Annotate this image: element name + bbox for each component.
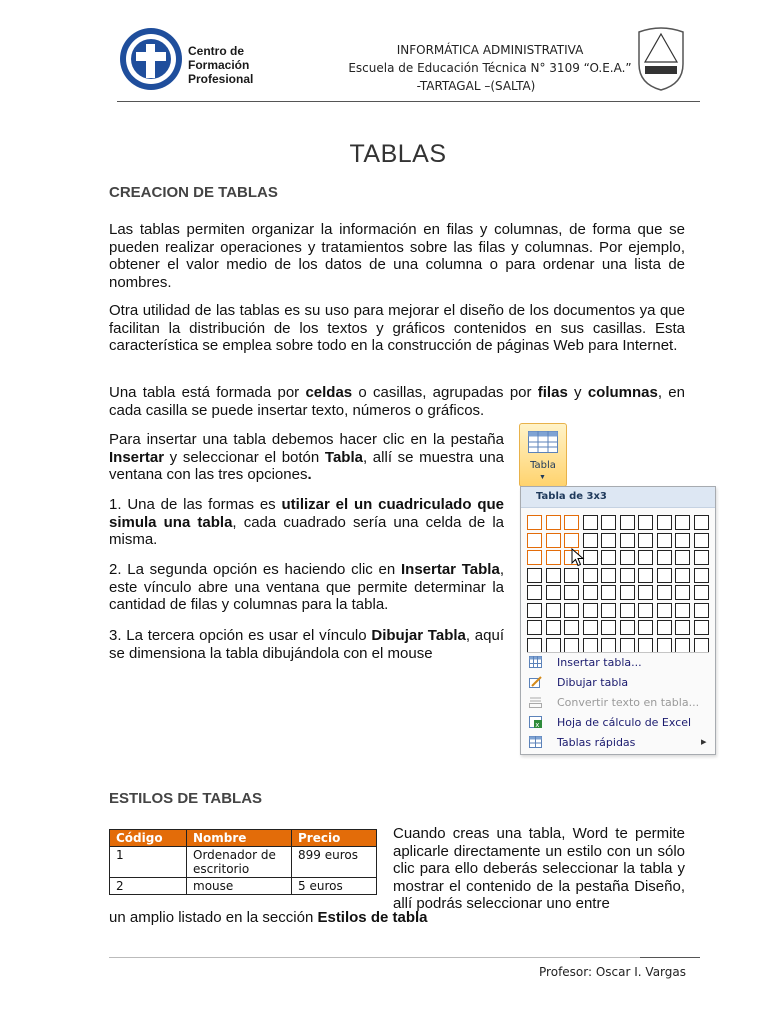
table-cell: mouse bbox=[187, 878, 292, 895]
grid-cell-selected[interactable] bbox=[546, 533, 561, 548]
paragraph-1: Las tablas permiten organizar la información en filas y columnas, de forma que se pueden realizar operaciones y tratamientos sobre las filas y columnas. Por ejemplo, obtener el valor medio de los datos de una columna o para ordenar una lista de nombres. bbox=[109, 221, 685, 291]
grid-cell[interactable] bbox=[675, 585, 690, 600]
estilos-b: un amplio listado en la sección bbox=[109, 909, 318, 926]
grid-cell[interactable] bbox=[564, 638, 579, 653]
grid-cell[interactable] bbox=[527, 620, 542, 635]
paragraph-3 bbox=[109, 384, 685, 419]
header-line3: -TARTAGAL –(SALTA) bbox=[416, 79, 536, 93]
option-2 bbox=[109, 561, 504, 614]
grid-cell[interactable] bbox=[694, 585, 709, 600]
footer-rule-dark bbox=[640, 957, 700, 958]
grid-cell[interactable] bbox=[583, 603, 598, 618]
table-header-row bbox=[110, 830, 377, 847]
grid-cell[interactable] bbox=[675, 568, 690, 583]
p3-c: o casillas, agrupadas por bbox=[352, 384, 538, 401]
opt2-a: 2. La segunda opción es haciendo clic en bbox=[109, 561, 401, 578]
p3-celdas: celdas bbox=[305, 384, 353, 401]
opt2-c: , este vínculo abre una ventana que permite determinar la cantidad de filas y columnas para la tabla. bbox=[109, 561, 504, 613]
header-line1: INFORMÁTICA ADMINISTRATIVA bbox=[396, 43, 584, 57]
grid-cell[interactable] bbox=[638, 533, 653, 548]
paragraph-2: Otra utilidad de las tablas es su uso para mejorar el diseño de los documentos ya que facilitan la distribución de los textos y gráficos contenidos en sus casillas. Esta característica se emplea sobre todo en la construcción de páginas Web para Internet. bbox=[109, 302, 685, 354]
grid-cell[interactable] bbox=[564, 603, 579, 618]
paragraph-4 bbox=[109, 431, 504, 484]
grid-cell[interactable] bbox=[675, 550, 690, 565]
menu-hoja-excel[interactable] bbox=[521, 713, 715, 733]
p3-e: y bbox=[567, 384, 588, 401]
chevron-down-icon: ▼ bbox=[539, 474, 546, 481]
menu-dibujar-tabla[interactable] bbox=[521, 673, 715, 693]
table-icon bbox=[528, 431, 558, 453]
p4-insertar: Insertar bbox=[109, 448, 165, 466]
table-cell: 899 euros bbox=[292, 847, 377, 878]
menu-tablas-rapidas-label: Tablas rápidas bbox=[557, 736, 636, 749]
table-row bbox=[110, 878, 377, 895]
menu-insertar-tabla-label: Insertar tabla... bbox=[557, 656, 642, 669]
grid-cell[interactable] bbox=[675, 603, 690, 618]
grid-cell[interactable] bbox=[620, 638, 635, 653]
menu-hoja-excel-label: Hoja de cálculo de Excel bbox=[557, 716, 692, 729]
oea-shield-icon bbox=[636, 26, 686, 92]
grid-cell[interactable] bbox=[546, 603, 561, 618]
opt1-c: , cada cuadrado sería una celda de la misma. bbox=[109, 513, 504, 548]
table-cell: 1 bbox=[110, 847, 187, 878]
styled-table-example bbox=[109, 829, 377, 895]
table-row bbox=[110, 847, 377, 878]
p4-a: Para insertar una tabla debemos hacer clic en la pestaña bbox=[109, 431, 504, 448]
menu-dibujar-tabla-label: Dibujar tabla bbox=[557, 676, 629, 689]
convert-text-icon bbox=[529, 696, 542, 708]
grid-cell[interactable] bbox=[638, 620, 653, 635]
grid-cell[interactable] bbox=[620, 550, 635, 565]
th-codigo: Código bbox=[110, 830, 187, 847]
quick-tables-icon bbox=[529, 736, 542, 748]
p3-columnas: columnas bbox=[587, 384, 658, 401]
grid-cell[interactable] bbox=[675, 533, 690, 548]
oea-shield-logo bbox=[636, 26, 686, 92]
p4-f: . bbox=[307, 466, 312, 483]
grid-cell[interactable] bbox=[638, 550, 653, 565]
grid-cell[interactable] bbox=[564, 585, 579, 600]
grid-cell[interactable] bbox=[546, 568, 561, 583]
grid-cell[interactable] bbox=[657, 515, 672, 530]
draw-table-icon bbox=[529, 676, 542, 688]
grid-cell-selected[interactable] bbox=[527, 515, 542, 530]
grid-cell[interactable] bbox=[657, 638, 672, 653]
grid-cell[interactable] bbox=[527, 568, 542, 583]
grid-cell[interactable] bbox=[657, 568, 672, 583]
grid-cell[interactable] bbox=[638, 585, 653, 600]
grid-cell[interactable] bbox=[601, 550, 616, 565]
opt2-b: Insertar Tabla bbox=[400, 561, 500, 578]
grid-cell[interactable] bbox=[583, 638, 598, 653]
estilos-paragraph: Cuando creas una tabla, Word te permite aplicarle directamente un estilo con un sólo clic para ello deberás seleccionar la tabla y mostrar el contenido de la pestaña Diseño, allí podrás seleccionar uno entre bbox=[393, 825, 685, 912]
cfp-logo-line1: Centro de bbox=[188, 44, 245, 58]
grid-cell[interactable] bbox=[620, 533, 635, 548]
opt3-b: Dibujar Tabla bbox=[371, 627, 466, 644]
grid-cell[interactable] bbox=[601, 603, 616, 618]
opt1-a: 1. Una de las formas es bbox=[109, 496, 282, 513]
grid-cell[interactable] bbox=[694, 620, 709, 635]
menu-convertir-texto bbox=[521, 693, 715, 713]
section-heading-estilos: ESTILOS DE TABLAS bbox=[109, 790, 263, 807]
estilos-paragraph-last-line bbox=[109, 909, 685, 927]
grid-cell[interactable] bbox=[527, 603, 542, 618]
header-institution bbox=[340, 41, 640, 95]
grid-cell[interactable] bbox=[620, 620, 635, 635]
grid-cell[interactable] bbox=[694, 603, 709, 618]
th-nombre: Nombre bbox=[187, 830, 292, 847]
grid-cell-selected[interactable] bbox=[564, 533, 579, 548]
grid-cell[interactable] bbox=[675, 638, 690, 653]
excel-icon bbox=[529, 716, 542, 728]
grid-cell[interactable] bbox=[657, 585, 672, 600]
grid-cell[interactable] bbox=[527, 638, 542, 653]
example-table bbox=[109, 829, 377, 895]
grid-cell-selected[interactable] bbox=[527, 533, 542, 548]
grid-cell[interactable] bbox=[546, 585, 561, 600]
p4-c: y seleccionar el botón bbox=[164, 448, 325, 466]
grid-cell[interactable] bbox=[583, 585, 598, 600]
footer-rule bbox=[109, 957, 700, 958]
grid-cell[interactable] bbox=[638, 568, 653, 583]
p3-a: Una tabla está formada por bbox=[109, 384, 306, 401]
table-button-label: Tabla bbox=[530, 460, 556, 471]
option-3 bbox=[109, 627, 504, 662]
grid-cell[interactable] bbox=[601, 533, 616, 548]
grid-cell[interactable] bbox=[620, 585, 635, 600]
cfp-logo-icon bbox=[118, 26, 188, 92]
grid-cell[interactable] bbox=[675, 515, 690, 530]
grid-cell[interactable] bbox=[583, 620, 598, 635]
grid-cell[interactable] bbox=[583, 515, 598, 530]
option-1 bbox=[109, 496, 504, 549]
grid-cell[interactable] bbox=[527, 585, 542, 600]
th-precio: Precio bbox=[292, 830, 377, 847]
grid-cell[interactable] bbox=[601, 620, 616, 635]
opt1-b: utilizar el un cuadriculado que simula una tabla bbox=[109, 496, 505, 531]
grid-cell[interactable] bbox=[638, 515, 653, 530]
menu-insertar-tabla[interactable] bbox=[521, 653, 715, 673]
grid-cell[interactable] bbox=[694, 533, 709, 548]
svg-text:x: x bbox=[535, 721, 540, 728]
grid-cell[interactable] bbox=[694, 638, 709, 653]
header-rule bbox=[117, 101, 700, 102]
grid-cell[interactable] bbox=[601, 568, 616, 583]
footer-professor: Profesor: Oscar I. Vargas bbox=[539, 965, 686, 979]
grid-cell-selected[interactable] bbox=[546, 515, 561, 530]
table-cell: 5 euros bbox=[292, 878, 377, 895]
grid-cell[interactable] bbox=[620, 603, 635, 618]
header-line2: Escuela de Educación Técnica N° 3109 “O.E.A.” bbox=[348, 61, 632, 75]
grid-cell[interactable] bbox=[675, 620, 690, 635]
grid-cell[interactable] bbox=[620, 515, 635, 530]
grid-cell[interactable] bbox=[694, 550, 709, 565]
submenu-arrow-icon: ▸ bbox=[701, 735, 707, 748]
grid-cell[interactable] bbox=[657, 550, 672, 565]
p3-filas: filas bbox=[537, 384, 568, 401]
grid-cell-selected[interactable] bbox=[564, 515, 579, 530]
p3-g: , en cada casilla se puede insertar texto, números o gráficos. bbox=[109, 384, 685, 419]
grid-cell[interactable] bbox=[638, 638, 653, 653]
grid-cell[interactable] bbox=[657, 620, 672, 635]
word-table-button[interactable] bbox=[519, 423, 567, 487]
grid-cell[interactable] bbox=[564, 568, 579, 583]
menu-convertir-texto-label: Convertir texto en tabla... bbox=[557, 696, 700, 709]
grid-cell[interactable] bbox=[546, 620, 561, 635]
p4-tabla: Tabla bbox=[324, 448, 363, 466]
cfp-logo-line2: Formación Profesional bbox=[188, 58, 254, 86]
grid-cell[interactable] bbox=[583, 533, 598, 548]
table-dropdown-panel bbox=[520, 486, 716, 755]
opt3-a: 3. La tercera opción es usar el vínculo bbox=[109, 627, 372, 644]
grid-cell-selected[interactable] bbox=[527, 550, 542, 565]
mouse-cursor-icon bbox=[571, 548, 585, 568]
grid-cell[interactable] bbox=[657, 533, 672, 548]
table-cell: 2 bbox=[110, 878, 187, 895]
grid-cell-selected[interactable] bbox=[546, 550, 561, 565]
grid-cell[interactable] bbox=[620, 568, 635, 583]
opt3-c: , aquí se dimensiona la tabla dibujándola con el mouse bbox=[109, 627, 504, 662]
grid-cell[interactable] bbox=[583, 568, 598, 583]
grid-cell[interactable] bbox=[694, 515, 709, 530]
section-heading-creacion: CREACION DE TABLAS bbox=[109, 184, 278, 201]
grid-cell[interactable] bbox=[638, 603, 653, 618]
grid-cell[interactable] bbox=[657, 603, 672, 618]
table-size-grid[interactable] bbox=[527, 509, 713, 649]
grid-cell[interactable] bbox=[564, 620, 579, 635]
page-title: TABLAS bbox=[349, 140, 447, 168]
grid-cell[interactable] bbox=[601, 638, 616, 653]
grid-cell[interactable] bbox=[546, 638, 561, 653]
estilos-de-tabla: Estilos de tabla bbox=[317, 909, 428, 926]
insert-table-icon bbox=[529, 656, 542, 668]
menu-tablas-rapidas[interactable] bbox=[521, 733, 715, 753]
table-cell: Ordenador de escritorio bbox=[187, 847, 292, 878]
grid-cell[interactable] bbox=[601, 515, 616, 530]
p4-e: , allí se muestra una ventana con las tres opciones bbox=[109, 448, 505, 483]
grid-cell[interactable] bbox=[601, 585, 616, 600]
grid-cell[interactable] bbox=[694, 568, 709, 583]
cfp-logo bbox=[118, 26, 300, 92]
grid-title: Tabla de 3x3 bbox=[536, 491, 607, 502]
